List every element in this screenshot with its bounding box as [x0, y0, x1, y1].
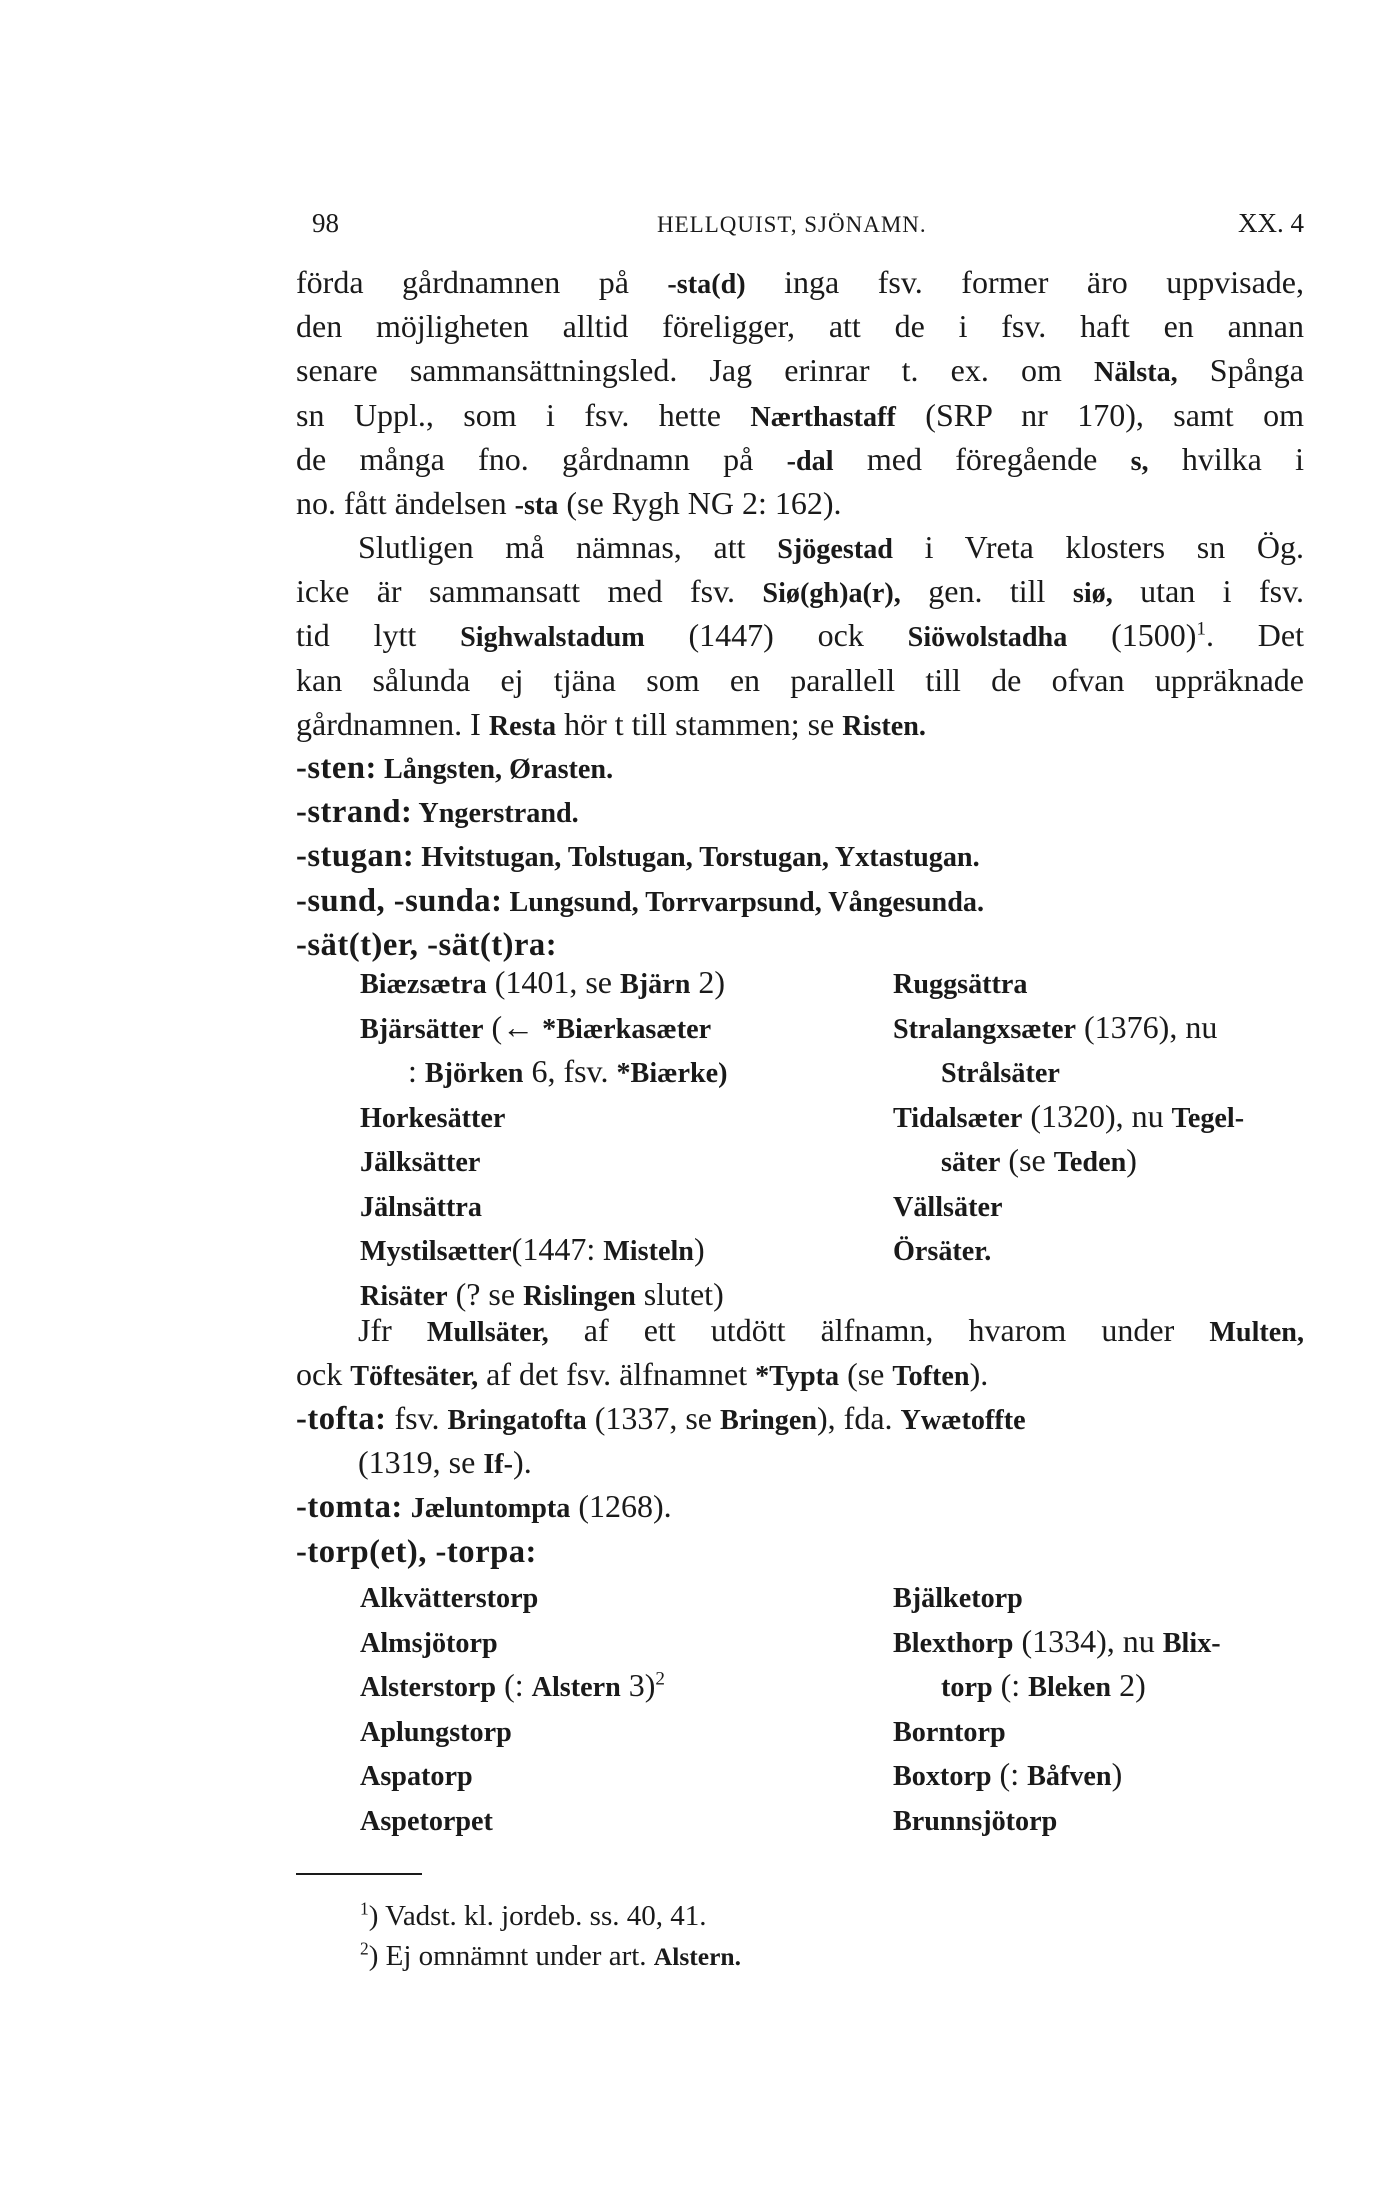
running-title: HELLQUIST, SJÖNAMN.	[657, 212, 927, 237]
text-run: icke är sammansatt med fsv.	[296, 573, 763, 610]
list-item	[893, 1138, 1137, 1185]
text-run: (se	[839, 1356, 893, 1393]
bold-term: Hvitstugan, Tolstugan, Torstugan, Yxtastugan.	[414, 842, 980, 874]
text-run: (1319, se	[358, 1444, 484, 1481]
bold-term: Töftesäter,	[350, 1361, 479, 1393]
list-item	[360, 1797, 493, 1844]
bold-term: Nälsta,	[1094, 357, 1178, 389]
list-item	[360, 1708, 512, 1755]
text-run: (:	[992, 1667, 1029, 1703]
text-line	[296, 483, 1304, 526]
bold-term: Bleken	[1028, 1672, 1112, 1703]
bold-term: Ruggsättra	[893, 969, 1028, 1000]
list-item	[360, 1005, 711, 1052]
bold-term: -sta	[514, 490, 559, 521]
entry-line	[296, 747, 1304, 790]
text-run: 3)	[620, 1667, 656, 1703]
bold-term: Teden	[1053, 1147, 1127, 1178]
bold-term: Multen,	[1209, 1317, 1304, 1348]
bold-term: Jälnsättra	[360, 1191, 483, 1223]
list-item	[360, 1227, 705, 1274]
text-run: (1447:	[511, 1231, 604, 1267]
list-item	[360, 1574, 538, 1621]
bold-term: Bjärn	[620, 969, 691, 1000]
list-item	[893, 1663, 1146, 1710]
text-run: (1334), nu	[1013, 1622, 1163, 1659]
running-header	[312, 208, 1304, 248]
text-run: (1268).	[570, 1488, 672, 1525]
text-run: (1401, se	[486, 964, 620, 1000]
bold-term: Horkesätter	[360, 1102, 506, 1134]
text-run: (1320), nu	[1022, 1097, 1172, 1134]
bold-term: -dal	[786, 445, 834, 477]
bold-term: -torp(et), -torpa:	[296, 1533, 537, 1570]
text-run: ock	[296, 1356, 351, 1393]
text-run: utan i fsv.	[1112, 573, 1305, 610]
bold-term: Alsterstorp	[360, 1672, 497, 1703]
text-run: hvilka i	[1148, 440, 1304, 477]
list-item	[360, 1663, 665, 1710]
bold-term: Bringatofta	[447, 1405, 587, 1436]
bold-term: Rislingen	[523, 1280, 636, 1312]
text-run: senare sammansättningsled. Jag erinrar t. ex. om	[296, 352, 1094, 389]
text-run: (se Rygh NG 2: 162).	[558, 485, 842, 521]
text-run: af ett utdött älfnamn, hvarom under	[548, 1312, 1210, 1348]
text-line	[296, 306, 1304, 346]
list-item	[360, 1094, 505, 1141]
bold-term: Sjögestad	[777, 534, 893, 565]
text-run: ), fda.	[817, 1400, 901, 1436]
text-line	[296, 571, 1304, 614]
text-run: fsv.	[386, 1400, 448, 1436]
text-run: )	[693, 1231, 705, 1267]
entry-line	[296, 1531, 1304, 1572]
footnote-marker: 1	[1196, 618, 1206, 640]
bold-term: -stugan:	[296, 838, 415, 875]
bold-term: Risäter	[360, 1280, 448, 1312]
text-run: af det fsv. älfnamnet	[478, 1356, 756, 1393]
footnote-marker: 2	[360, 1938, 369, 1959]
list-item	[893, 960, 1028, 1007]
text-run: (1500)	[1067, 617, 1197, 654]
text-run: Slutligen må nämnas, att	[358, 529, 778, 565]
entry-line	[296, 880, 1304, 923]
bold-term: Siöwolstadha	[907, 622, 1068, 654]
list-item	[893, 1708, 1006, 1755]
bold-term: Jälksätter	[360, 1147, 481, 1178]
list-item	[893, 1574, 1023, 1621]
footnote-rule	[296, 1873, 422, 1875]
footnote	[360, 1897, 707, 1935]
text-run: (? se	[447, 1275, 524, 1312]
text-run: den möjligheten alltid föreligger, att de i fsv. haft en annan	[296, 308, 1304, 345]
bold-term: Nærthastaff	[750, 401, 896, 433]
text-run	[403, 1488, 411, 1524]
bold-term: Strålsäter	[941, 1058, 1060, 1089]
bold-term: Aplungstorp	[360, 1716, 512, 1748]
bold-term: Aspetorpet	[360, 1805, 493, 1837]
footnote	[360, 1937, 741, 1976]
text-line	[296, 395, 1304, 438]
text-run: ) Vadst. kl. jordeb. ss. 40, 41.	[368, 1900, 707, 1932]
entry-line	[358, 1442, 1366, 1485]
bold-term: *Biærkasæter	[542, 1013, 712, 1045]
list-item	[360, 960, 725, 1007]
list-item	[893, 1049, 1060, 1096]
text-line	[296, 350, 1304, 393]
text-run: ) Ej omnämnt under art.	[368, 1940, 654, 1972]
bold-term: -sund, -sunda:	[296, 882, 503, 919]
list-item	[360, 1752, 473, 1799]
text-run: (:	[496, 1667, 532, 1703]
text-run: )	[1111, 1756, 1123, 1792]
list-item	[893, 1183, 1002, 1230]
text-run: (1376), nu	[1076, 1008, 1218, 1045]
text-run: i Vreta klosters sn Ög.	[892, 529, 1305, 565]
text-run: förda gårdnamnen på	[296, 264, 668, 300]
text-run: (se	[1000, 1142, 1054, 1178]
bold-term: siø,	[1072, 578, 1113, 610]
bold-term: Risten.	[842, 710, 926, 742]
bold-term: Tegel-	[1171, 1102, 1245, 1134]
text-run: ).	[513, 1444, 532, 1481]
list-item	[893, 1094, 1244, 1141]
bold-term: Aspatorp	[360, 1761, 473, 1792]
text-run: :	[360, 1053, 425, 1089]
bold-term: *Typta	[755, 1361, 840, 1393]
text-line	[296, 439, 1304, 482]
footnote-marker: 2	[655, 1668, 666, 1690]
text-line	[296, 660, 1304, 700]
text-run: Jfr	[358, 1312, 427, 1348]
text-run: sn Uppl., som i fsv. hette	[296, 396, 751, 433]
text-run: )	[1126, 1142, 1137, 1178]
list-item	[893, 1227, 991, 1274]
footnote-marker: 1	[360, 1898, 369, 1919]
text-run	[893, 1667, 941, 1703]
entry-line	[296, 835, 1304, 878]
bold-term: Båfven	[1027, 1761, 1112, 1792]
text-line	[296, 704, 1304, 747]
text-run	[893, 1053, 941, 1089]
bold-term: Misteln	[603, 1236, 694, 1267]
bold-term: Bringen	[720, 1405, 817, 1436]
bold-term: -tofta:	[296, 1401, 387, 1437]
text-run	[893, 1142, 941, 1178]
bold-term: Boxtorp	[893, 1761, 992, 1792]
bold-term: Stralangxsæter	[893, 1013, 1076, 1045]
bold-term: Sighwalstadum	[460, 622, 645, 654]
text-run: hör t till stammen; se	[556, 705, 843, 742]
text-run: med föregående	[833, 440, 1131, 477]
bold-term: *Biærke)	[616, 1058, 728, 1089]
bold-term: s,	[1130, 445, 1149, 477]
bold-term: Örsäter.	[893, 1236, 992, 1267]
bold-term: Blix-	[1162, 1627, 1221, 1659]
text-run: 2)	[1111, 1667, 1146, 1703]
text-run: (←	[483, 1008, 543, 1045]
text-run: (1337, se	[586, 1400, 720, 1436]
bold-term: If-	[483, 1449, 514, 1481]
list-item	[360, 1049, 728, 1096]
text-line	[296, 262, 1304, 305]
bold-term: Tidalsæter	[893, 1102, 1023, 1134]
list-item	[360, 1138, 480, 1185]
text-run: no. fått ändelsen	[296, 485, 515, 521]
bold-term: Alstern.	[653, 1942, 741, 1971]
bold-term: Biæzsætra	[360, 969, 487, 1000]
bold-term: Borntorp	[893, 1716, 1006, 1748]
text-run: de många fno. gårdnamn på	[296, 440, 787, 477]
list-item	[360, 1619, 498, 1666]
bold-term: Bjälketorp	[893, 1583, 1023, 1614]
bold-term: Toften	[892, 1361, 970, 1393]
bold-term: Lungsund, Torrvarpsund, Vångesunda.	[502, 886, 984, 918]
list-item	[360, 1183, 482, 1230]
text-run: Spånga	[1177, 352, 1305, 389]
section-number: XX. 4	[1238, 208, 1304, 238]
bold-term: Yngerstrand.	[412, 798, 579, 830]
text-line	[296, 615, 1304, 658]
entry-line	[296, 924, 1304, 965]
text-run: inga fsv. former äro uppvisade,	[745, 264, 1304, 300]
entry-line	[296, 791, 1304, 834]
bold-term: säter	[941, 1147, 1001, 1178]
text-run: 6, fsv.	[523, 1053, 617, 1089]
bold-term: Alstern	[531, 1672, 621, 1703]
bold-term: Bjärsätter	[360, 1013, 484, 1045]
page-number: 98	[312, 208, 339, 238]
bold-term: Siø(gh)a(r),	[762, 578, 901, 610]
text-run: (1447) ock	[644, 617, 908, 654]
text-run: gen. till	[900, 573, 1073, 610]
text-run: gårdnamnen. I	[296, 705, 489, 742]
bold-term: -sten:	[296, 750, 377, 786]
text-run: (SRP nr 170), samt om	[895, 396, 1305, 433]
text-run: (:	[991, 1756, 1028, 1792]
entry-line	[296, 1486, 1304, 1529]
bold-term: torp	[941, 1672, 993, 1703]
bold-term: -sät(t)er, -sät(t)ra:	[296, 926, 558, 963]
text-run: ).	[969, 1356, 989, 1393]
list-item	[893, 1797, 1057, 1844]
text-run: kan sålunda ej tjäna som en parallell till de ofvan uppräknade	[296, 661, 1304, 698]
bold-term: Blexthorp	[893, 1627, 1014, 1659]
bold-term: Mullsäter,	[426, 1317, 549, 1348]
bold-term: Resta	[488, 710, 557, 742]
list-item	[893, 1005, 1217, 1052]
text-run: tid lytt	[296, 617, 461, 654]
bold-term: Almsjötorp	[360, 1627, 498, 1659]
text-run: slutet)	[635, 1275, 724, 1312]
list-item	[893, 1752, 1122, 1799]
text-line	[296, 1354, 1304, 1397]
text-line	[358, 1310, 1304, 1353]
bold-term: Vällsäter	[893, 1191, 1003, 1223]
bold-term: Långsten, Ørasten.	[376, 754, 614, 785]
bold-term: -strand:	[296, 794, 413, 831]
bold-term: -sta(d)	[667, 269, 746, 300]
bold-term: Jæluntompta	[410, 1493, 571, 1525]
bold-term: Björken	[424, 1058, 524, 1089]
text-run: . Det	[1206, 617, 1305, 654]
entry-line	[296, 1398, 1304, 1441]
bold-term: Mystilsætter	[360, 1236, 512, 1267]
text-line	[358, 527, 1304, 570]
bold-term: Ywætoffte	[900, 1405, 1026, 1436]
bold-term: Alkvätterstorp	[360, 1583, 539, 1614]
bold-term: Brunnsjötorp	[893, 1805, 1058, 1837]
text-run: 2)	[690, 964, 726, 1000]
list-item	[893, 1619, 1221, 1666]
bold-term: -tomta:	[296, 1489, 403, 1526]
